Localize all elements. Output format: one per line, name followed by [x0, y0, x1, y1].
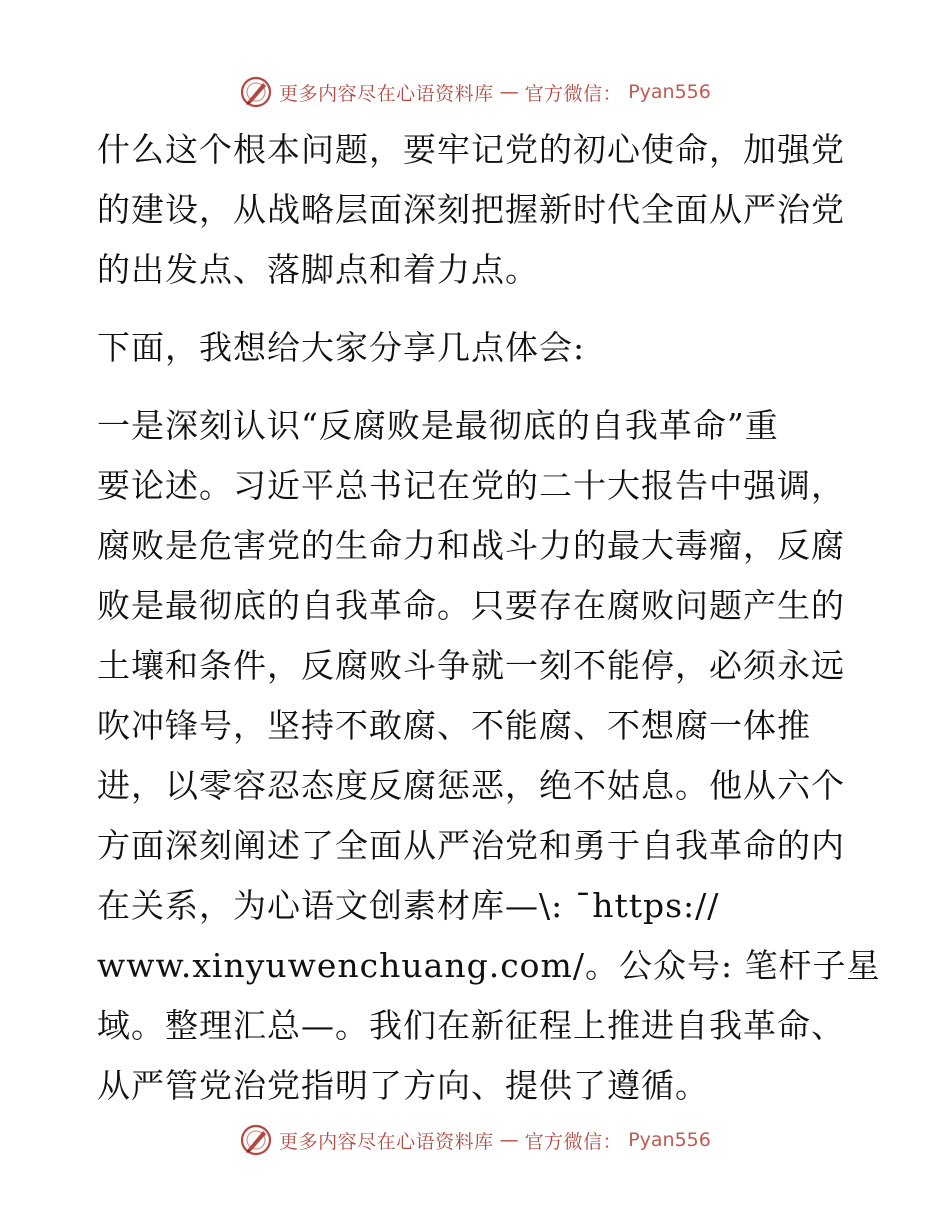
text-line: 腐败是危害党的生命力和战斗力的最大毒瘤，反腐 [97, 526, 845, 565]
text-line: 要论述。习近平总书记在党的二十大报告中强调， [97, 466, 845, 505]
text-line: 土壤和条件，反腐败斗争就一刻不能停，必须永远 [97, 646, 845, 685]
header-watermark-banner [0, 72, 950, 112]
wechat-label: 官方微信： [524, 82, 623, 105]
text-line: 吹冲锋号，坚持不敢腐、不能腐、不想腐一体推 [97, 706, 811, 745]
wechat-account: Pyan556 [628, 1129, 711, 1151]
text-line: 在关系，为心语文创素材库—\: ¯https:// [97, 886, 720, 925]
banner-separator: — [499, 81, 519, 103]
brand-text: 更多内容尽在心语资料库 [279, 1130, 494, 1153]
footer-watermark-banner [0, 1120, 950, 1160]
paragraph-2 [97, 318, 857, 378]
document-body [97, 120, 881, 1116]
text-line: www.xinyuwenchuang.com/。公众号: 笔杆子星 [97, 946, 881, 985]
brand-text: 更多内容尽在心语资料库 [279, 82, 494, 105]
text-line: 的建设，从战略层面深刻把握新时代全面从严治党 [97, 190, 845, 229]
paragraph-1 [97, 120, 857, 300]
text-line: 的出发点、落脚点和着力点。 [97, 250, 539, 289]
text-line: 从严管党治党指明了方向、提供了遵循。 [97, 1066, 709, 1105]
paragraph-3 [97, 396, 881, 1116]
text-line: 一是深刻认识“反腐败是最彻底的自我革命”重 [97, 406, 779, 445]
text-line: 败是最彻底的自我革命。只要存在腐败问题产生的 [97, 586, 845, 625]
text-line: 方面深刻阐述了全面从严治党和勇于自我革命的内 [97, 826, 845, 865]
text-line: 域。整理汇总—。我们在新征程上推进自我革命、 [97, 1006, 845, 1045]
text-line: 下面，我想给大家分享几点体会: [97, 328, 586, 367]
text-line: 进，以零容忍态度反腐惩恶，绝不姑息。他从六个 [97, 766, 845, 805]
quill-pen-logo-icon [239, 75, 273, 109]
wechat-account: Pyan556 [628, 81, 711, 103]
wechat-label: 官方微信： [524, 1130, 623, 1153]
quill-pen-logo-icon [239, 1123, 273, 1157]
banner-separator: — [499, 1129, 519, 1151]
text-line: 什么这个根本问题，要牢记党的初心使命，加强党 [97, 130, 845, 169]
